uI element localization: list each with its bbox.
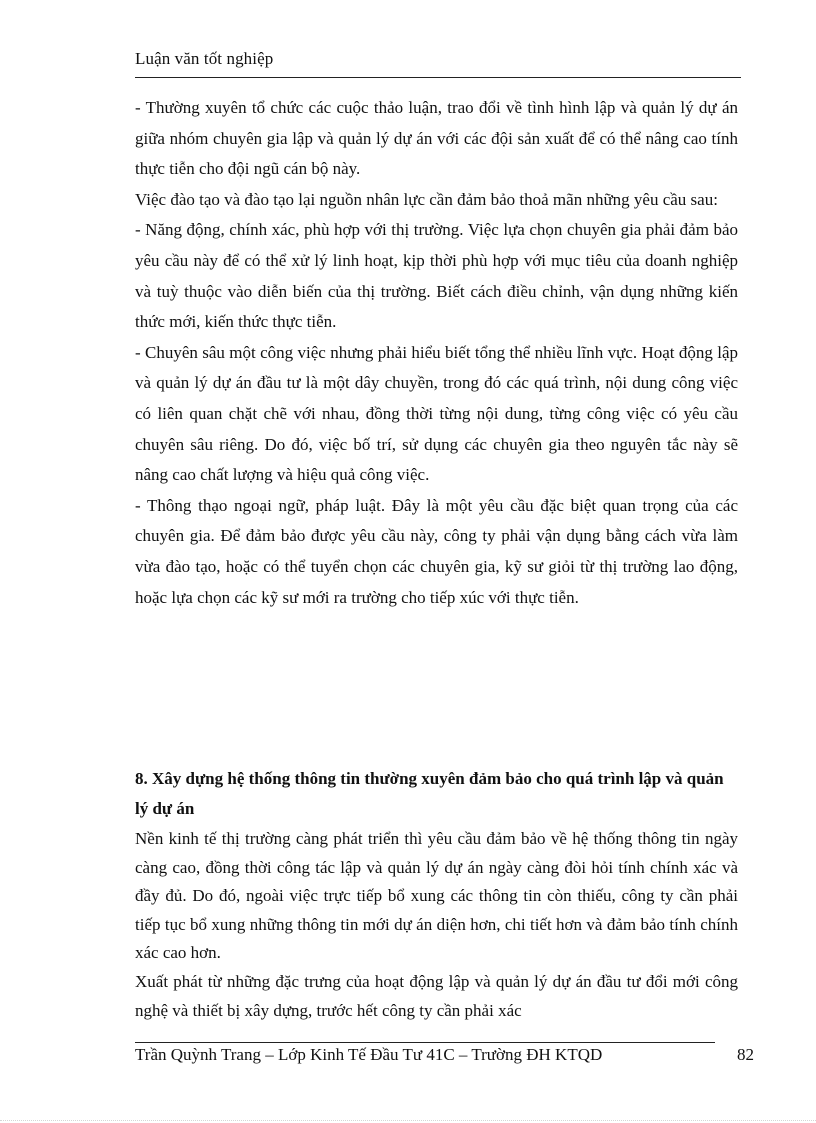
paragraph: Nền kinh tế thị trường càng phát triển thì yêu cầu đảm bảo về hệ thống thông tin ngày càng cao, đồng thời công tác lập và quản lý dự án ngày càng đòi hỏi tính chính xác và đầy đủ. Do đó, ngoài việc trực tiếp bổ xung các thông tin còn thiếu, công ty cần phải tiếp tục bổ xung những thông tin mới dự án diện hơn, chi tiết hơn và đảm bảo tính chính xác cao hơn. [135,829,738,963]
paragraph: Xuất phát từ những đặc trưng của hoạt động lập và quản lý dự án đầu tư đổi mới công nghệ và thiết bị xây dựng, trước hết công ty cần phải xác [135,971,738,1020]
body-text [135,93,738,613]
paragraph: Việc đào tạo và đào tạo lại nguồn nhân lực cần đảm bảo thoả mãn những yêu cầu sau: [135,189,718,209]
header-title: Luận văn tốt nghiệp [135,49,274,68]
section-heading: 8. Xây dựng hệ thống thông tin thường xuyên đảm bảo cho quá trình lập và quản lý dự án [135,769,724,818]
header-divider [135,77,741,78]
section-body-text [135,825,738,1025]
footer-divider [135,1042,715,1043]
footer-author-line: Trần Quỳnh Trang – Lớp Kinh Tế Đầu Tư 41C – Trường ĐH KTQD [135,1045,603,1064]
paragraph: - Chuyên sâu một công việc nhưng phải hiểu biết tổng thể nhiều lĩnh vực. Hoạt động lập và quản lý dự án đầu tư là một dây chuyền, trong đó các quá trình, nội dung công việc có liên quan chặt chẽ với nhau, đồng thời từng nội dung, từng công việc có yêu cầu chuyên sâu riêng. Do đó, việc bố trí, sử dụng các chuyên gia theo nguyên tắc này sẽ nâng cao chất lượng và hiệu quả công việc. [135,342,738,485]
paragraph: - Thường xuyên tổ chức các cuộc thảo luận, trao đổi về tình hình lập và quản lý dự án giữa nhóm chuyên gia lập và quản lý dự án với các đội sản xuất để có thể nâng cao tính thực tiễn cho đội ngũ cán bộ này. [135,98,738,179]
page-number: 82 [737,1045,754,1064]
page-bottom-edge [0,1120,816,1121]
paragraph: - Năng động, chính xác, phù hợp với thị trường. Việc lựa chọn chuyên gia phải đảm bảo yêu cầu này để có thể xử lý linh hoạt, kịp thời phù hợp với mục tiêu của doanh nghiệp và tuỳ thuộc vào diễn biến của thị trường. Biết cách điều chỉnh, vận dụng những kiến thức mới, kiến thức thực tiễn. [135,220,738,332]
paragraph: - Thông thạo ngoại ngữ, pháp luật. Đây là một yêu cầu đặc biệt quan trọng của các chuyên gia. Để đảm bảo được yêu cầu này, công ty phải vận dụng bằng cách vừa làm vừa đào tạo, hoặc có thể tuyển chọn các chuyên gia, kỹ sư giỏi từ thị trường lao động, hoặc lựa chọn các kỹ sư mới ra trường cho tiếp xúc với thực tiễn. [135,495,738,607]
